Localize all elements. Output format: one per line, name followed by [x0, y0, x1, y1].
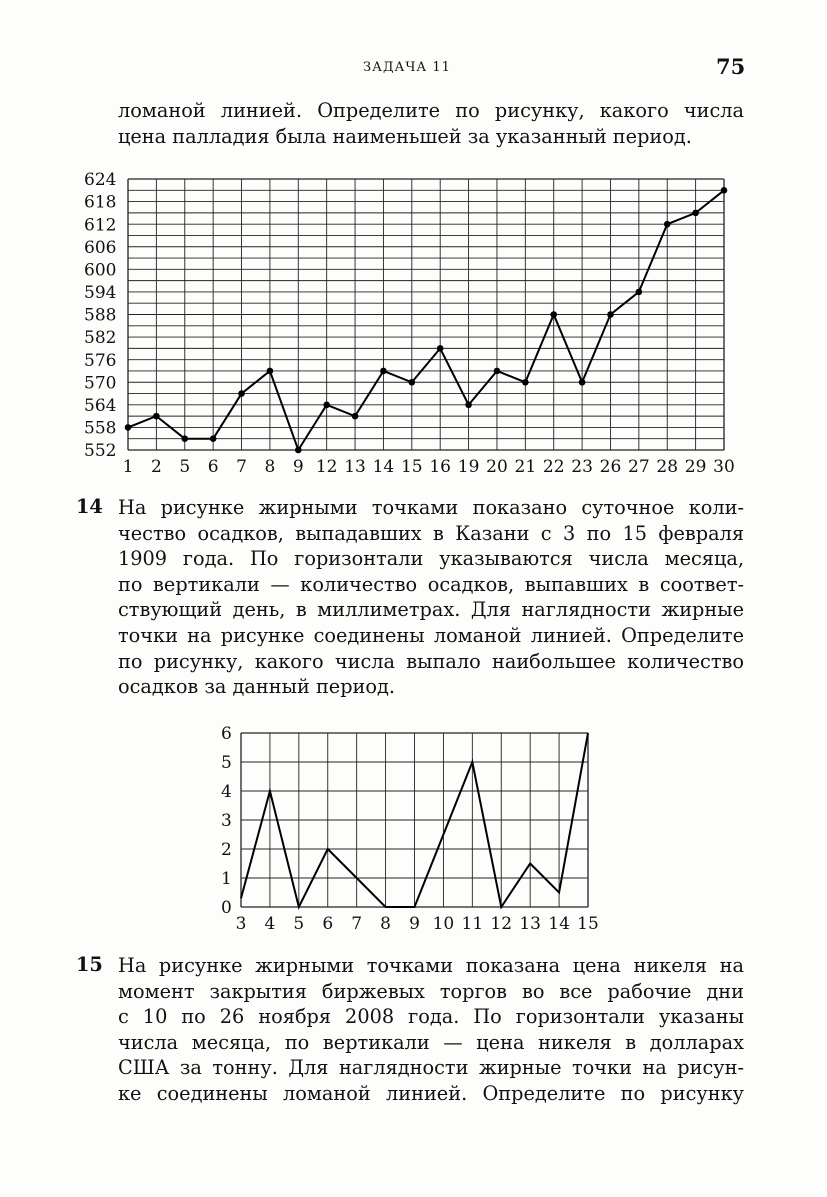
x-tick-label: 28: [656, 457, 679, 477]
x-tick-label: 26: [599, 457, 622, 477]
task-15-number: 15: [76, 953, 103, 976]
header-title: ЗАДАЧА 11: [363, 60, 451, 75]
x-tick-label: 3: [235, 914, 247, 934]
text-line: На рисунке жирными точками показана цена никеля на: [118, 954, 744, 977]
text-line: момент закрытия биржевых торгов во все рабочие дни: [118, 979, 744, 1003]
y-tick-label: 624: [84, 170, 117, 191]
y-tick-label: 558: [84, 418, 117, 439]
x-tick-label: 11: [461, 914, 484, 934]
x-tick-label: 4: [264, 914, 276, 934]
text-line: США за тонну. Для наглядности жирные точки на рисун-: [118, 1056, 744, 1080]
y-tick-label: 4: [221, 782, 232, 803]
x-tick-label: 23: [571, 457, 593, 477]
x-tick-label: 10: [432, 914, 455, 934]
x-tick-label: 14: [548, 914, 570, 934]
x-tick-label: 1: [122, 457, 134, 477]
y-tick-label: 618: [84, 192, 117, 213]
y-tick-label: 552: [84, 441, 117, 462]
y-tick-label: 588: [84, 305, 117, 326]
x-tick-label: 9: [409, 914, 420, 934]
text-line: по рисунку, какого числа выпало наибольшее количество: [118, 649, 744, 673]
x-tick-label: 13: [519, 914, 541, 934]
x-tick-label: 12: [315, 457, 338, 477]
y-tick-label: 594: [84, 283, 117, 304]
y-tick-label: 5: [221, 753, 232, 774]
y-tick-label: 1: [221, 869, 232, 890]
text-line: числа месяца, по вертикали — цена никеля в долларах: [118, 1030, 744, 1054]
x-tick-label: 14: [372, 457, 395, 477]
x-tick-label: 19: [457, 457, 480, 477]
y-tick-label: 2: [221, 840, 232, 861]
y-tick-label: 564: [84, 395, 117, 416]
task-15-text: [118, 953, 744, 1107]
x-tick-label: 16: [429, 457, 452, 477]
text-line: ломаной линией. Определите по рисунку, какого числа: [118, 99, 744, 122]
text-line: 1909 года. По горизонтали указываются числа месяца,: [118, 547, 744, 571]
text-line: чество осадков, выпадавших в Казани с 3 по 15 февраля: [118, 521, 744, 545]
x-tick-label: 22: [542, 457, 565, 477]
y-tick-label: 576: [84, 350, 117, 371]
x-tick-label: 7: [351, 914, 363, 934]
x-tick-label: 27: [628, 457, 650, 477]
x-tick-label: 6: [207, 457, 219, 477]
text-line: На рисунке жирными точками показано суточное коли-: [118, 496, 744, 519]
y-tick-label: 570: [84, 373, 117, 394]
page-number: 75: [716, 54, 746, 79]
text-line: с 10 по 26 ноября 2008 года. По горизонтали указаны: [118, 1005, 744, 1029]
x-tick-label: 30: [713, 457, 735, 477]
x-tick-label: 21: [514, 457, 537, 477]
x-tick-label: 8: [380, 914, 391, 934]
y-tick-label: 582: [84, 328, 117, 349]
x-tick-label: 13: [344, 457, 366, 477]
x-tick-label: 5: [293, 914, 305, 934]
x-tick-label: 9: [292, 457, 304, 477]
y-tick-label: 606: [84, 237, 117, 258]
x-tick-label: 12: [490, 914, 513, 934]
y-tick-label: 6: [221, 724, 232, 745]
text-line: ствующий день, в миллиметрах. Для наглядности жирные: [118, 598, 744, 622]
task-14-number: 14: [76, 495, 103, 518]
x-tick-label: 15: [577, 914, 599, 934]
text-line: по вертикали — количество осадков, выпавших в соответ-: [118, 572, 744, 596]
x-tick-label: 29: [684, 457, 707, 477]
text-line: ке соединены ломаной линией. Определите по рисунку: [118, 1081, 744, 1105]
y-tick-label: 0: [221, 898, 232, 919]
text-line: цена палладия была наименьшей за указанный период.: [118, 124, 692, 148]
x-tick-label: 6: [322, 914, 334, 934]
x-tick-label: 8: [264, 457, 276, 477]
text-line: осадков за данный период.: [118, 675, 396, 699]
x-tick-label: 7: [236, 457, 247, 477]
y-tick-label: 600: [84, 260, 117, 281]
x-tick-label: 15: [400, 457, 423, 477]
x-tick-label: 20: [486, 457, 508, 477]
x-tick-label: 5: [179, 457, 191, 477]
x-tick-label: 2: [150, 457, 162, 477]
y-tick-label: 612: [84, 215, 117, 236]
y-tick-label: 3: [221, 811, 232, 832]
text-line: точки на рисунке соединены ломаной линией. Определите: [118, 623, 744, 647]
